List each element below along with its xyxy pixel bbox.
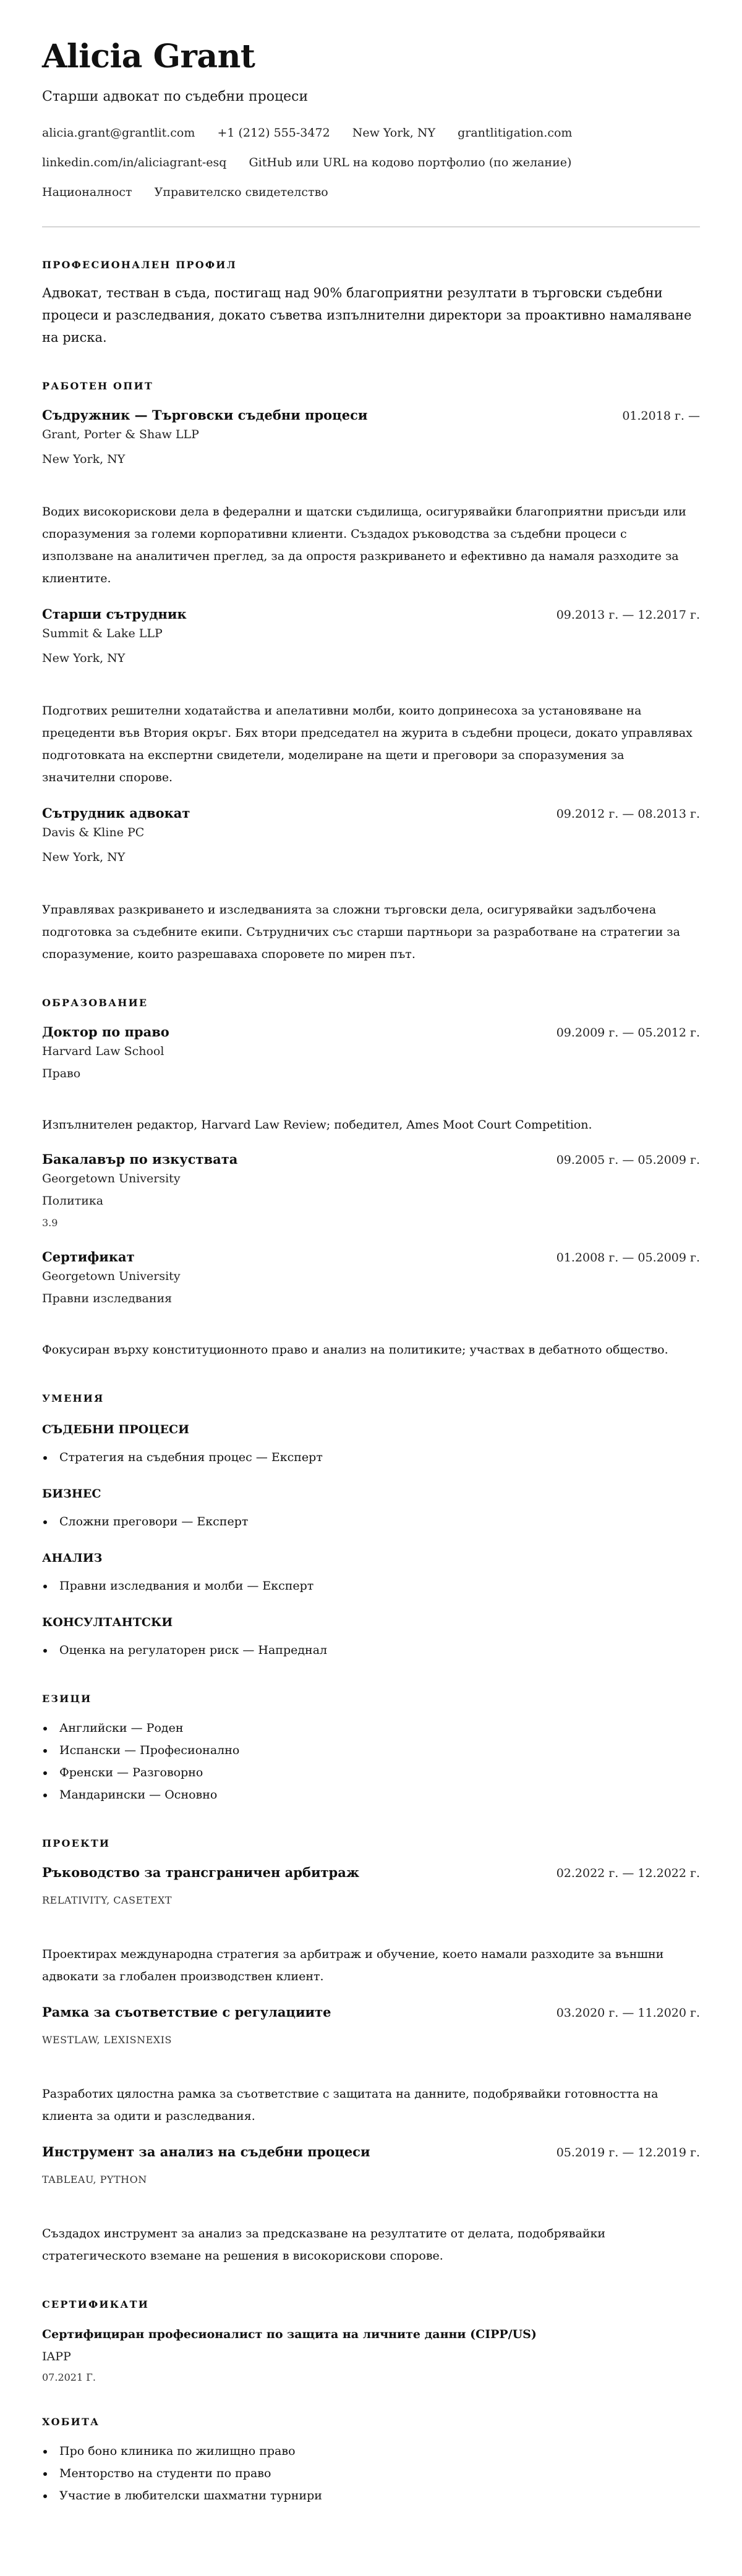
degree-title: Доктор по право <box>42 1024 169 1040</box>
job-dates: 09.2012 г. — 08.2013 г. <box>556 807 700 821</box>
job-dates: 09.2013 г. — 12.2017 г. <box>556 608 700 622</box>
job-title: Съдружник — Търговски съдебни процеси <box>42 407 368 423</box>
project-description: Разработих цялостна рамка за съответствие с защитата на данните, подобрявайки готовността на клиента за одити и разследвания. <box>42 2087 659 2123</box>
section-hobbies <box>42 2415 700 2507</box>
section-title-certifications: СЕРТИФИКАТИ <box>42 2298 150 2310</box>
section-education <box>42 996 700 1361</box>
contact-phone[interactable]: +1 (212) 555-3472 <box>217 126 330 140</box>
contact-nationality: Националност <box>42 185 132 199</box>
contact-line-primary <box>42 125 700 141</box>
skill-list <box>42 1446 700 1468</box>
section-skills <box>42 1392 700 1661</box>
job-title: Старши сътрудник <box>42 606 187 622</box>
skill-item: Стратегия на съдебния процес — Експерт <box>42 1446 700 1468</box>
language-item: Испански — Професионално <box>42 1739 700 1761</box>
contact-portfolio[interactable]: GitHub или URL на кодово портфолио (по желание) <box>249 156 572 169</box>
job-description: Управлявах разкриването и изследванията за сложни търговски дела, осигурявайки задълбочена подготовка за съдебните екипи. Сътрудничих със старши партньори за разработване на стратегии за споразумение, които разрешаваха споровете по мирен път. <box>42 903 680 961</box>
project-name: Ръководство за трансграничен арбитраж <box>42 1865 360 1880</box>
header-divider <box>42 226 700 227</box>
experience-entry <box>42 606 700 789</box>
education-entry <box>42 1248 700 1361</box>
experience-entry <box>42 805 700 965</box>
contact-location: New York, NY <box>352 126 436 140</box>
certification-issuer: IAPP <box>42 2350 71 2363</box>
project-name: Рамка за съответствие с регулациите <box>42 2004 331 2020</box>
section-title-projects: ПРОЕКТИ <box>42 1837 111 1849</box>
skill-group-title: БИЗНЕС <box>42 1487 101 1501</box>
skill-group-title: АНАЛИЗ <box>42 1551 103 1565</box>
skill-item: Оценка на регулаторен риск — Напреднал <box>42 1639 700 1661</box>
job-description: Водих високорискови дела в федерални и щатски съдилища, осигурявайки благоприятни присъди или споразумения за големи корпоративни клиенти. Създадох ръководства за съдебни процеси с използване на аналитичен преглед, за да опростя разкриването и ефективно да намаля разходите за клиентите. <box>42 505 686 585</box>
degree-title: Сертификат <box>42 1249 135 1265</box>
job-location: New York, NY <box>42 651 126 665</box>
contact-line-extra <box>42 184 700 200</box>
school-name: Georgetown University <box>42 1172 181 1185</box>
hobby-item: Участие в любителски шахматни турнири <box>42 2485 700 2507</box>
education-dates: 09.2009 г. — 05.2012 г. <box>556 1026 700 1040</box>
job-dates: 01.2018 г. — <box>622 409 700 423</box>
project-dates: 03.2020 г. — 11.2020 г. <box>556 2006 700 2020</box>
language-item: Френски — Разговорно <box>42 1761 700 1784</box>
candidate-name: Alicia Grant <box>42 38 255 75</box>
resume-header <box>42 37 700 227</box>
skill-list <box>42 1639 700 1661</box>
section-languages <box>42 1692 700 1806</box>
hobby-item: Про боно клиника по жилищно право <box>42 2440 700 2462</box>
experience-entry <box>42 407 700 590</box>
hobby-item: Менторство на студенти по право <box>42 2462 700 2485</box>
school-name: Harvard Law School <box>42 1044 164 1058</box>
education-description: Фокусиран върху конституционното право и анализ на политиките; участвах в дебатното общество. <box>42 1343 668 1357</box>
job-location: New York, NY <box>42 850 126 864</box>
field-of-study: Правни изследвания <box>42 1292 173 1305</box>
profile-summary: Адвокат, тестван в съда, постигащ над 90% благоприятни резултати в търговски съдебни процеси и разследвания, докато съветва изпълнителни директори за проактивно намаляване на риска. <box>42 286 692 345</box>
school-name: Georgetown University <box>42 1269 181 1283</box>
project-tech: WESTLAW, LEXISNEXIS <box>42 2034 172 2046</box>
section-title-experience: РАБОТЕН ОПИТ <box>42 380 153 392</box>
field-of-study: Политика <box>42 1194 104 1208</box>
hobby-list <box>42 2440 700 2507</box>
section-experience <box>42 379 700 965</box>
project-description: Създадох инструмент за анализ за предсказване на резултатите от делата, подобрявайки стратегическото вземане на решения в високорискови спорове. <box>42 2227 605 2263</box>
certification-date: 07.2021 Г. <box>42 2371 96 2383</box>
project-dates: 02.2022 г. — 12.2022 г. <box>556 1866 700 1880</box>
skill-group-title: КОНСУЛТАНТСКИ <box>42 1616 173 1629</box>
skill-list <box>42 1575 700 1597</box>
contact-website[interactable]: grantlitigation.com <box>458 126 573 140</box>
education-dates: 09.2005 г. — 05.2009 г. <box>556 1153 700 1167</box>
skill-item: Сложни преговори — Експерт <box>42 1510 700 1533</box>
candidate-title: Старши адвокат по съдебни процеси <box>42 89 309 104</box>
certification-name: Сертифициран професионалист по защита на личните данни (CIPP/US) <box>42 2328 537 2341</box>
education-entry <box>42 1023 700 1136</box>
project-tech: TABLEAU, PYTHON <box>42 2174 147 2185</box>
contact-line-links <box>42 155 700 171</box>
project-description: Проектирах международна стратегия за арбитраж и обучение, което намали разходите за външни адвокати за глобален производствен клиент. <box>42 1947 664 1983</box>
gpa-value: 3.9 <box>42 1217 58 1229</box>
project-entry <box>42 1864 700 1988</box>
section-title-skills: УМЕНИЯ <box>42 1392 104 1404</box>
project-dates: 05.2019 г. — 12.2019 г. <box>556 2146 700 2159</box>
field-of-study: Право <box>42 1067 81 1080</box>
section-profile <box>42 258 700 349</box>
contact-email[interactable]: alicia.grant@grantlit.com <box>42 126 195 140</box>
education-dates: 01.2008 г. — 05.2009 г. <box>556 1251 700 1265</box>
job-company: Grant, Porter & Shaw LLP <box>42 428 199 441</box>
section-certifications <box>42 2298 700 2384</box>
language-item: Мандарински — Основно <box>42 1784 700 1806</box>
section-projects <box>42 1837 700 2267</box>
job-company: Summit & Lake LLP <box>42 627 163 640</box>
section-title-languages: ЕЗИЦИ <box>42 1693 92 1705</box>
contact-license: Управителско свидетелство <box>154 185 328 199</box>
contact-linkedin[interactable]: linkedin.com/in/aliciagrant-esq <box>42 156 227 169</box>
language-list <box>42 1717 700 1806</box>
job-company: Davis & Kline PC <box>42 826 145 839</box>
skill-item: Правни изследвания и молби — Експерт <box>42 1575 700 1597</box>
skill-group-title: СЪДЕБНИ ПРОЦЕСИ <box>42 1423 190 1436</box>
project-entry <box>42 2143 700 2267</box>
skill-list <box>42 1510 700 1533</box>
project-name: Инструмент за анализ на съдебни процеси <box>42 2144 370 2159</box>
job-location: New York, NY <box>42 452 126 466</box>
language-item: Английски — Роден <box>42 1717 700 1739</box>
section-title-hobbies: ХОБИТА <box>42 2416 100 2428</box>
job-title: Сътрудник адвокат <box>42 805 190 821</box>
education-description: Изпълнителен редактор, Harvard Law Review; победител, Ames Moot Court Competition. <box>42 1118 592 1132</box>
project-tech: RELATIVITY, CASETEXT <box>42 1894 173 1906</box>
project-entry <box>42 2004 700 2127</box>
education-entry <box>42 1151 700 1230</box>
section-title-profile: ПРОФЕСИОНАЛЕН ПРОФИЛ <box>42 259 237 271</box>
job-description: Подготвих решителни ходатайства и апелативни молби, които допринесоха за установяване на прецеденти във Втория окръг. Бях втори председател на журита в съдебни процеси, докато управлявах подготовката на експертни свидетели, моделиране на щети и преговори за споразумения за значителни спорове. <box>42 704 693 784</box>
degree-title: Бакалавър по изкуствата <box>42 1151 238 1167</box>
section-title-education: ОБРАЗОВАНИЕ <box>42 997 148 1009</box>
